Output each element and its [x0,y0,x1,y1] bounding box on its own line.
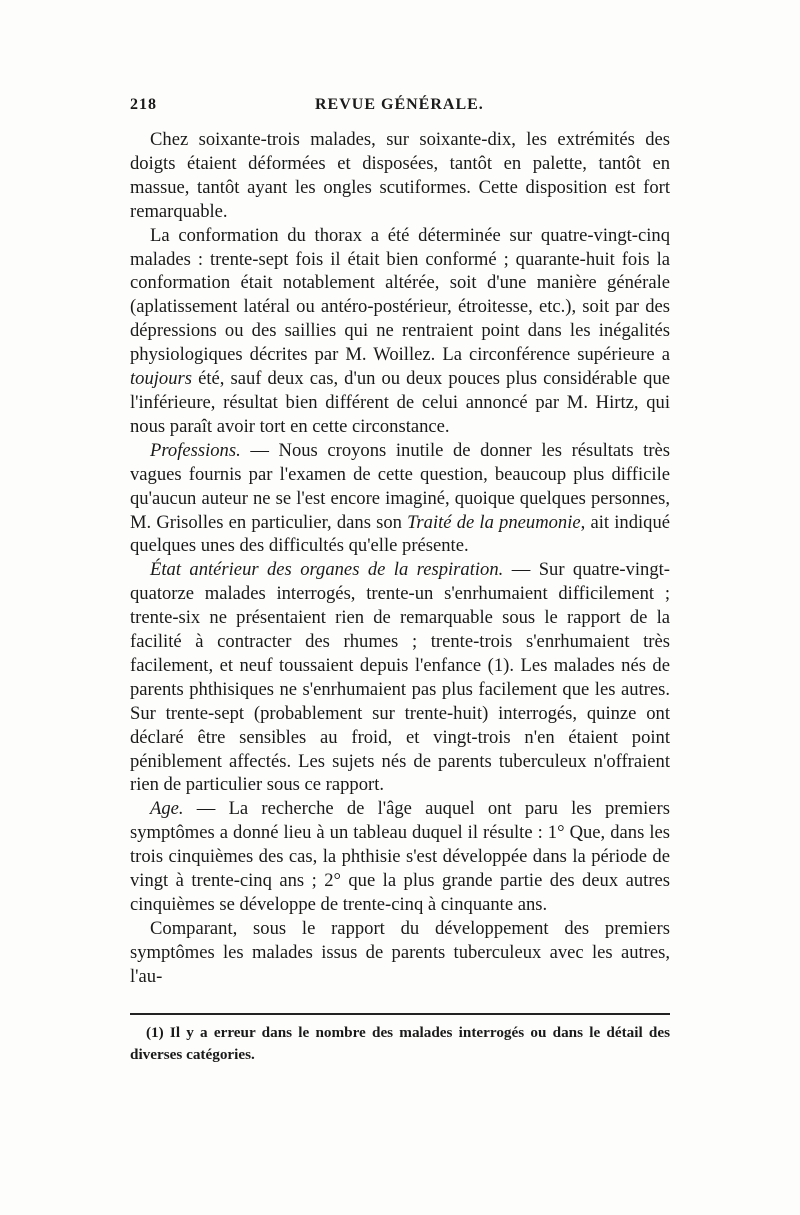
emphasis-toujours: toujours [130,368,192,390]
body-text [130,128,670,989]
paragraph-text: — Sur quatre-vingt-quatorze malades interrogés, trente-un s'enrhumaient difficilement ; trente-six ne présentaient rien de remarquable sous le rapport de la facilité à contracter des rhumes ; trente-trois s'enrhumaient très facilement, et neuf toussaient depuis l'enfance (1). Les malades nés de parents phthisiques ne s'enrhumaient pas plus facilement que les autres. Sur trente-sept (probablement sur trente-huit) interrogés, quinze ont déclaré être sensibles au froid, et vingt-trois n'en étaient point péniblement affectés. Les sujets nés de parents tuberculeux n'offraient rien de particulier sous ce rapport. [130,559,670,796]
footnote: (1) Il y a erreur dans le nombre des malades interrogés ou dans le détail des diverses catégories. [130,1024,670,1063]
footnote-divider [130,1013,670,1015]
page-number: 218 [130,96,157,113]
section-lead-professions: Professions. [150,439,241,461]
paragraph-text-cont: , ait indiqué quelques unes des difficultés qu'elle présente. [130,511,670,557]
paragraph-text: — Nous croyons inutile de donner les résultats très vagues fournis par l'examen de cette question, beaucoup plus difficile qu'aucun auteur ne se l'est encore imaginé, quoique quelques personnes, M. Grisolles en particulier, dans son [130,439,670,533]
paragraph-thorax [130,224,670,439]
paragraph-professions [130,439,670,559]
paragraph-text: Chez soixante-trois malades, sur soixante-dix, les extrémités des doigts étaient déformées et disposées, tantôt en palette, tantôt en massue, tantôt ayant les ongles scutiformes. Cette disposition est fort remarquable. [130,129,670,222]
section-lead-etat-anterieur: État antérieur des organes de la respiration. [150,559,504,581]
paragraph-comparant [130,917,670,989]
paragraph-text: Comparant, sous le rapport du développement des premiers symptômes les malades issus de parents tuberculeux avec les autres, l'au- [130,917,670,987]
page-header [130,96,670,124]
running-head: REVUE GÉNÉRALE. [315,96,484,113]
book-title-pneumonie: Traité de la pneumonie [407,511,581,533]
paragraph-text-cont: été, sauf deux cas, d'un ou deux pouces plus considérable que l'inférieure, résultat bien différent de celui annoncé par M. Hirtz, qui nous paraît avoir tort en cette circonstance. [130,368,670,437]
section-lead-age: Age. [150,798,184,820]
paragraph-text: — La recherche de l'âge auquel ont paru les premiers symptômes a donné lieu à un tableau duquel il résulte : 1° Que, dans les trois cinquièmes des cas, la phthisie s'est développée dans la période de vingt à trente-cinq ans ; 2° que la plus grande partie des deux autres cinquièmes se développe de trente-cinq à cinquante ans. [130,798,670,915]
paragraph-etat-anterieur [130,558,670,797]
paragraph-age [130,797,670,917]
paragraph-fingers [130,128,670,224]
paragraph-text: La conformation du thorax a été déterminée sur quatre-vingt-cinq malades : trente-sept fois il était bien conformé ; quarante-huit fois la conformation était notablement altérée, soit d'une manière générale (aplatissement latéral ou antéro-postérieur, étroitesse, etc.), soit par des dépressions ou des saillies qui ne rentraient point dans les inégalités physiologiques décrites par M. Woillez. La circonférence supérieure a [130,224,670,366]
